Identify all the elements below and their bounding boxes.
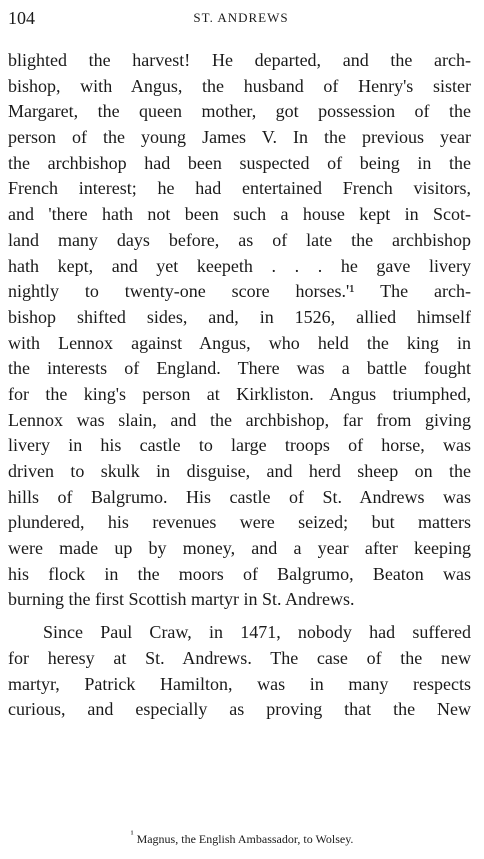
text-line: blighted the harvest! He departed, and the arch- <box>8 50 471 70</box>
text-line: burning the first Scottish martyr in St. Andrews. <box>8 589 355 610</box>
text-line: Margaret, the queen mother, got possession of the <box>8 101 471 122</box>
text-line: Lennox was slain, and the archbishop, far from giving <box>8 409 471 430</box>
paragraph-break <box>8 613 471 620</box>
text-line: bishop shifted sides, and, in 1526, allied himself <box>8 306 471 327</box>
page-header <box>8 6 474 30</box>
text-line: plundered, his revenues were seized; but matters <box>8 512 471 533</box>
text-line: curious, and especially as proving that the New <box>8 699 471 720</box>
text-line: for the king's person at Kirkliston. Angus triumphed, <box>8 383 471 404</box>
text-line: hath kept, and yet keepeth . . . he gave livery <box>8 255 471 276</box>
body-text <box>8 48 471 723</box>
text-line: livery in his castle to large troops of horse, was <box>8 435 471 456</box>
text-line: and 'there hath not been such a house kept in Scot- <box>8 204 471 225</box>
text-line: the interests of England. There was a battle fought <box>8 358 471 379</box>
text-line: his flock in the moors of Balgrumo, Beaton was <box>8 563 471 584</box>
footnote <box>0 830 484 848</box>
text-line: with Lennox against Angus, who held the king in <box>8 332 471 353</box>
text-line: person of the young James V. In the previous year <box>8 127 471 148</box>
running-title: ST. ANDREWS <box>193 10 289 25</box>
text-line: the archbishop had been suspected of being in the <box>8 152 471 173</box>
text-line: driven to skulk in disguise, and herd sheep on the <box>8 461 471 481</box>
text-line: hills of Balgrumo. His castle of St. Andrews was <box>8 486 471 507</box>
text-line: bishop, with Angus, the husband of Henry's sister <box>8 75 471 96</box>
text-line: for heresy at St. Andrews. The case of the new <box>8 647 471 668</box>
page-number: 104 <box>8 8 35 28</box>
footnote-marker: ¹ <box>130 829 134 840</box>
text-line: martyr, Patrick Hamilton, was in many respects <box>8 673 471 694</box>
text-line: land many days before, as of late the archbishop <box>8 229 471 250</box>
footnote-text: Magnus, the English Ambassador, to Wolsey. <box>136 832 354 846</box>
text-line: nightly to twenty-one score horses.'¹ The arch- <box>8 281 471 302</box>
text-line: French interest; he had entertained French visitors, <box>8 178 471 199</box>
text-line: Since Paul Craw, in 1471, nobody had suffered <box>43 622 471 643</box>
text-line: were made up by money, and a year after keeping <box>8 538 471 559</box>
